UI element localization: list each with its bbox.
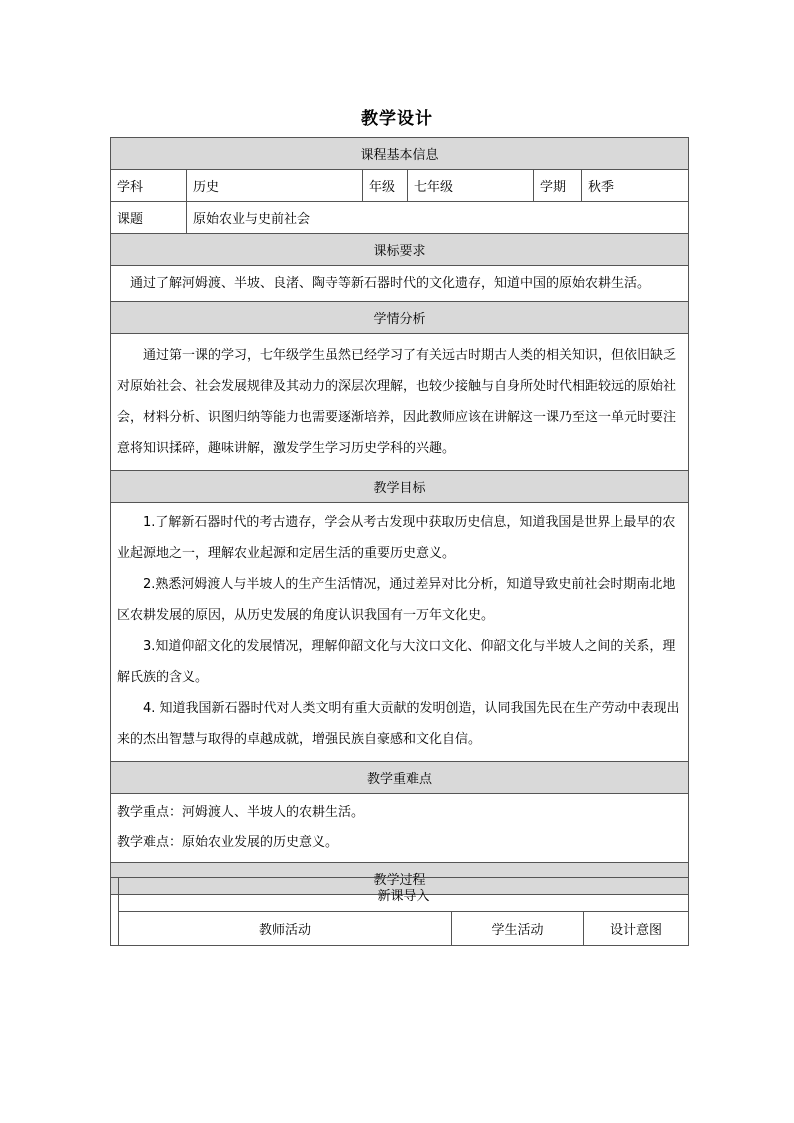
intro-table bbox=[110, 877, 689, 946]
grade-value: 七年级 bbox=[408, 170, 534, 202]
subject-label: 学科 bbox=[111, 170, 187, 202]
objective-item: 4. 知道我国新石器时代对人类文明有重大贡献的发明创造，认同我国先民在生产劳动中表现出来的杰出智慧与取得的卓越成就，增强民族自豪感和文化自信。 bbox=[117, 701, 680, 747]
design-intent-header: 设计意图 bbox=[584, 912, 689, 946]
subject-value: 历史 bbox=[187, 170, 363, 202]
student-activity-header: 学生活动 bbox=[452, 912, 584, 946]
term-value: 秋季 bbox=[582, 170, 689, 202]
teacher-activity-header: 教师活动 bbox=[119, 912, 452, 946]
topic-value: 原始农业与史前社会 bbox=[187, 202, 689, 234]
analysis-header: 学情分析 bbox=[111, 302, 689, 334]
teaching-focus: 教学重点：河姆渡人、半坡人的农耕生活。 bbox=[117, 805, 365, 820]
teaching-difficulty: 教学难点：原始农业发展的历史意义。 bbox=[117, 835, 339, 850]
document-title: 教学设计 bbox=[361, 109, 433, 129]
standards-text: 通过了解河姆渡、半坡、良渚、陶寺等新石器时代的文化遗存，知道中国的原始农耕生活。 bbox=[111, 266, 689, 302]
key-points-body bbox=[111, 794, 689, 863]
objective-item: 2.熟悉河姆渡人与半坡人的生产生活情况，通过差异对比分析，知道导致史前社会时期南北地区农耕发展的原因，从历史发展的角度认识我国有一万年文化史。 bbox=[117, 577, 676, 623]
objectives-list bbox=[111, 503, 689, 762]
grade-label: 年级 bbox=[363, 170, 408, 202]
margin-column bbox=[111, 878, 119, 946]
analysis-text: 通过第一课的学习，七年级学生虽然已经学习了有关远古时期古人类的相关知识，但依旧缺乏对原始社会、社会发展规律及其动力的深层次理解，也较少接触与自身所处时代相距较远的原始社会，材料分析、识图归纳等能力也需要逐渐培养，因此教师应该在讲解这一课乃至这一单元时要注意将知识揉碎，趣味讲解，激发学生学习历史学科的兴趣。 bbox=[111, 334, 689, 471]
objectives-header: 教学目标 bbox=[111, 471, 689, 503]
process-header: 教学过程 bbox=[111, 863, 689, 895]
objective-item: 3.知道仰韶文化的发展情况，理解仰韶文化与大汶口文化、仰韶文化与半坡人之间的关系，理解氏族的含义。 bbox=[117, 639, 676, 685]
intro-header: 新课导入 bbox=[119, 878, 689, 912]
standards-header: 课标要求 bbox=[111, 234, 689, 266]
key-points-header: 教学重难点 bbox=[111, 762, 689, 794]
term-label: 学期 bbox=[534, 170, 582, 202]
objective-item: 1.了解新石器时代的考古遗存，学会从考古发现中获取历史信息，知道我国是世界上最早的农业起源地之一，理解农业起源和定居生活的重要历史意义。 bbox=[117, 515, 676, 561]
lesson-plan-table bbox=[110, 137, 689, 895]
topic-label: 课题 bbox=[111, 202, 187, 234]
basic-info-header: 课程基本信息 bbox=[111, 138, 689, 170]
